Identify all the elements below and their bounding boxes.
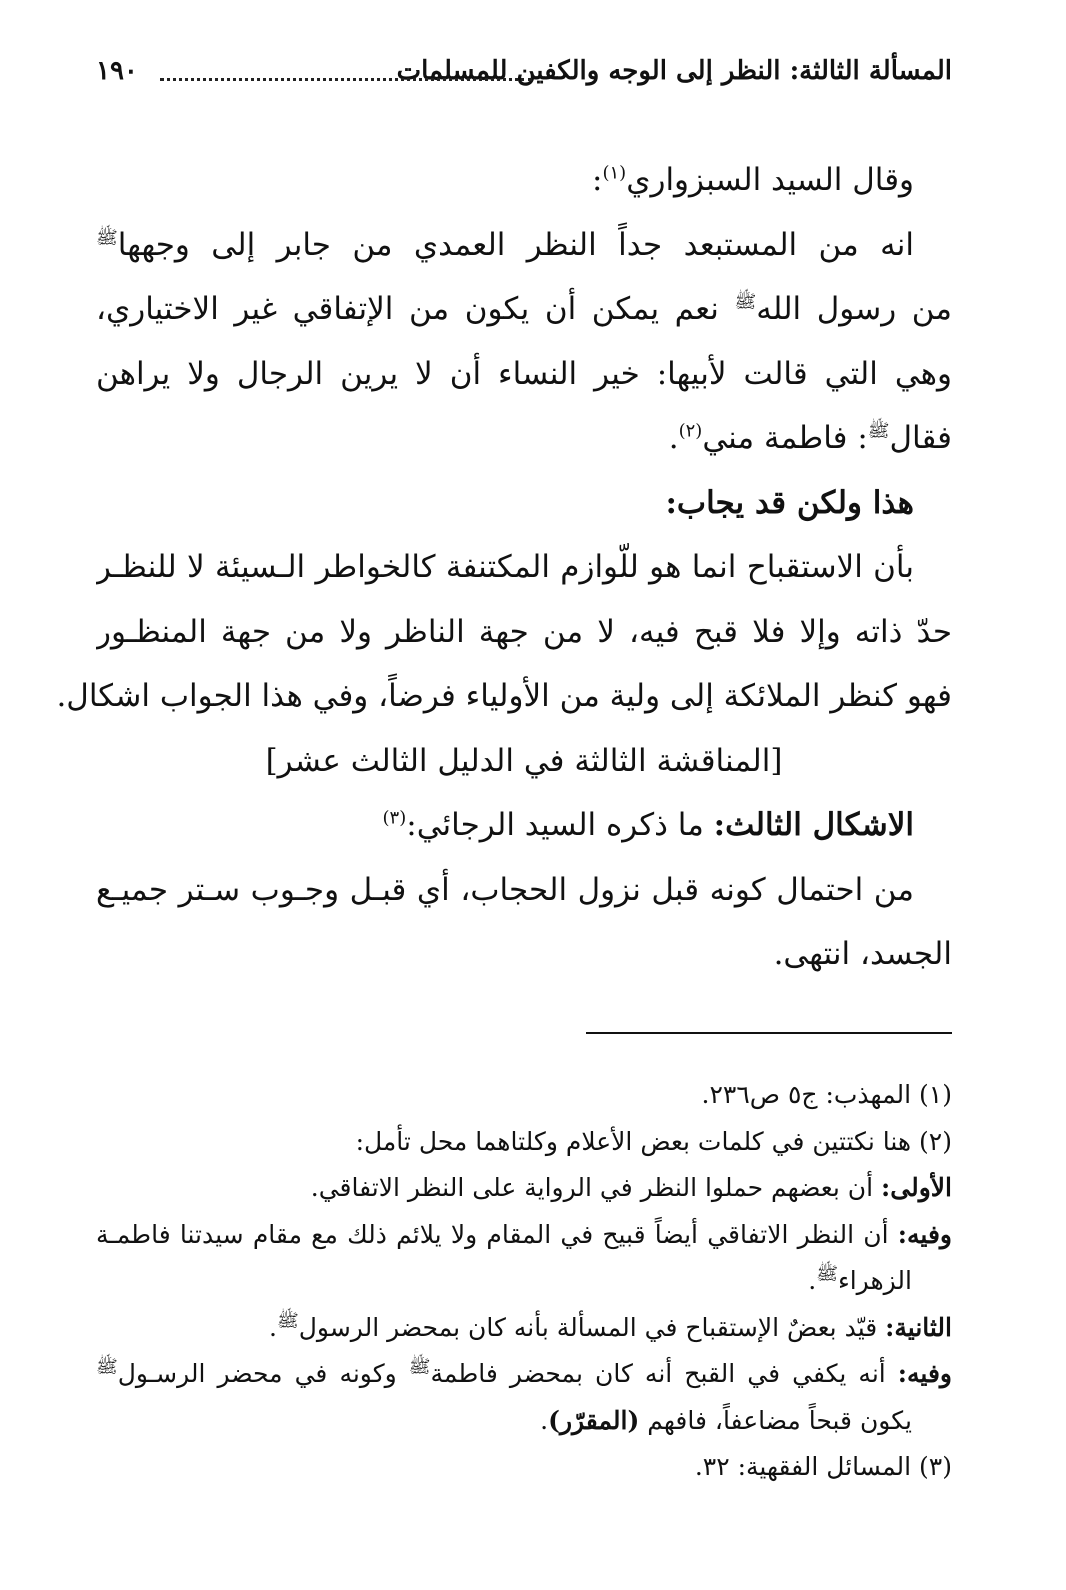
punct: . xyxy=(540,1405,549,1435)
body-line-9: فهو كنظر الملائكة إلى ولية من الأولياء فرضاً، وفي هذا الجواب اشكال. xyxy=(56,678,952,714)
body-line-1 xyxy=(96,148,952,213)
fn-text: أن النظر الاتفاقي أيضاً قبيح في المقام ولا يلائم ذلك مع مقام سيدتنا فاطمـة xyxy=(96,1219,898,1249)
punct: . xyxy=(668,420,679,456)
body-line-2 xyxy=(96,213,952,278)
footnote-ref-1: (١) xyxy=(602,162,627,184)
footnote-ref-2: (٢) xyxy=(678,420,703,442)
footnote-2-first-reply xyxy=(96,1212,952,1259)
footnote-2-second-reply xyxy=(96,1351,952,1398)
fn-label: وفيه: xyxy=(897,1359,952,1388)
body-line-11 xyxy=(96,793,952,858)
editor-note: (المقرّر) xyxy=(548,1405,640,1435)
footnotes xyxy=(96,1072,952,1491)
salutation-glyph: ﷺ xyxy=(408,1356,431,1378)
body-text-span: انه من المستبعد جداً النظر العمدي من جابر إلى وجهها xyxy=(117,226,914,263)
body-line-7: بأن الاستقباح انما هو للّوازم المكتنفة كالخواطر الـسيئة لا للنظـر xyxy=(96,549,914,585)
punct: . xyxy=(269,1312,277,1342)
punct: . xyxy=(808,1266,817,1295)
footnote-2-first xyxy=(96,1165,952,1212)
body-line-4: وهي التي قالت لأبيها: خير النساء أن لا يرين الرجال ولا يراهن xyxy=(96,355,952,392)
footnote-2-second xyxy=(96,1305,952,1352)
body-line-13: الجسد، انتهى. xyxy=(773,936,952,972)
salutation-glyph: ﷺ xyxy=(96,1356,118,1378)
salutation-glyph: ﷺ xyxy=(277,1310,299,1332)
footnote-3: (٣) المسائل الفقهية: ٣٢. xyxy=(694,1452,952,1481)
body-text-span: ما ذكره السيد الرجائي: xyxy=(406,807,714,843)
objection-label: الاشكال الثالث: xyxy=(713,807,914,843)
fn-text: يكون قبحاً مضاعفاً، فافهم xyxy=(639,1405,912,1435)
running-header xyxy=(96,56,952,96)
subheading-answer: هذا ولكن قد يجاب: xyxy=(665,484,914,521)
footnote-separator xyxy=(586,1032,952,1034)
body-text-span: فقال xyxy=(889,420,952,456)
book-page xyxy=(56,0,952,1590)
body-text-span: : فاطمة مني xyxy=(702,420,868,456)
body-text-span: وقال السيد السبزواري xyxy=(626,162,914,198)
page-number: ١٩٠ xyxy=(96,56,138,86)
footnote-2-first-reply-cont xyxy=(96,1258,952,1305)
body-line-3 xyxy=(96,277,952,342)
body-line-12: من احتمال كونه قبل نزول الحجاب، أي قبـل وجـوب سـتر جميـع xyxy=(96,871,914,908)
salutation-glyph: ﷺ xyxy=(816,1263,838,1285)
footnote-2: (٢) هنا نكتتين في كلمات بعض الأعلام وكلتاهما محل تأمل: xyxy=(355,1126,952,1156)
body-text-span: نعم يمكن أن يكون من الإتفاقي غير الاختياري، xyxy=(96,291,719,327)
footnote-1: (١) المهذب: ج٥ ص٢٣٦. xyxy=(701,1080,952,1109)
fn-text: قيّد بعضٌ الإستقباح في المسألة بأنه كان بمحضر الرسول xyxy=(298,1312,886,1342)
body-line-8: حدّ ذاته وإلا فلا قبح فيه، لا من جهة الناظر ولا من جهة المنظـور xyxy=(96,613,952,650)
fn-label: وفيه: xyxy=(897,1219,952,1249)
leader-dots xyxy=(160,78,532,81)
fn-text: أنه يكفي في القبح أنه كان بمحضر فاطمة xyxy=(430,1359,898,1388)
salutation-glyph: ﷺ xyxy=(96,227,118,249)
salutation-glyph: ﷺ xyxy=(867,420,890,442)
body-text-span: من رسول الله xyxy=(756,291,952,327)
fn-label: الأولى: xyxy=(881,1173,952,1202)
punct: : xyxy=(592,162,603,198)
body-line-5 xyxy=(96,406,952,471)
footnote-ref-3: (٣) xyxy=(382,807,407,829)
running-title: المسألة الثالثة: النظر إلى الوجه والكفين للمسلمات xyxy=(396,56,952,86)
main-text xyxy=(56,148,952,987)
fn-label: الثانية: xyxy=(885,1312,952,1342)
footnote-2-second-reply-cont xyxy=(96,1398,952,1445)
fn-text: الزهراء xyxy=(837,1266,912,1295)
fn-text: أن بعضهم حملوا النظر في الرواية على النظر الاتفاقي. xyxy=(310,1173,882,1202)
section-heading: [المناقشة الثالثة في الدليل الثالث عشر] xyxy=(265,742,783,779)
fn-text: وكونه في محضر الرسـول xyxy=(117,1359,409,1388)
salutation-glyph: ﷺ xyxy=(734,291,757,313)
